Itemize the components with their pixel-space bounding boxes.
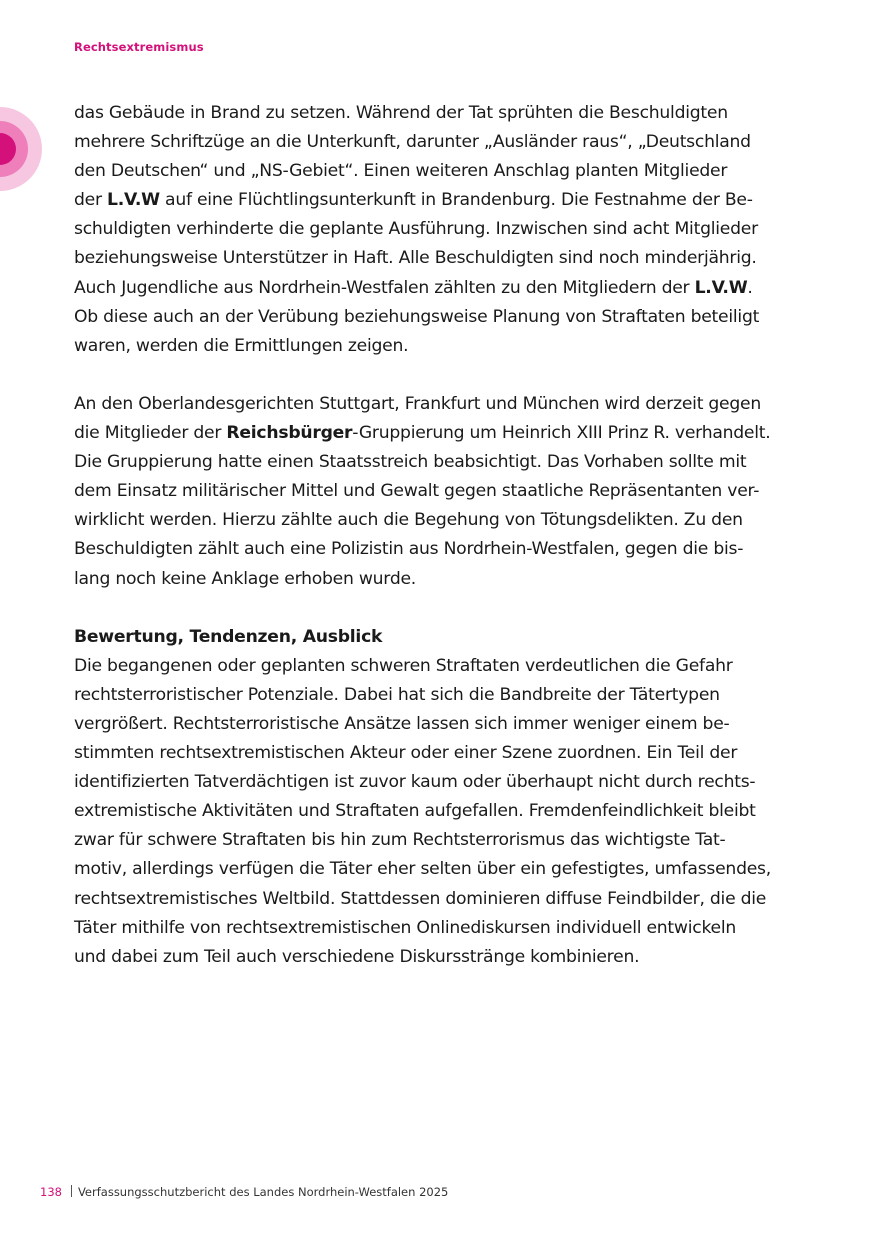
text-line xyxy=(74,419,771,448)
publication-title: Verfassungsschutzbericht des Landes Nordrhein-Westfalen 2025 xyxy=(77,1185,449,1199)
text-line: Ob diese auch an der Verübung beziehungsweise Planung von Straftaten beteiligt xyxy=(74,306,760,327)
text-line: vergrößert. Rechtsterroristische Ansätze lassen sich immer weniger einem be- xyxy=(74,713,730,734)
text-run: . xyxy=(747,277,753,298)
section-heading: Bewertung, Tendenzen, Ausblick xyxy=(74,626,383,647)
text-run: auf eine Flüchtlingsunterkunft in Brandenburg. Die Festnahme der Be- xyxy=(159,190,753,211)
text-run: Auch Jugendliche aus Nordrhein-Westfalen zählten zu den Mitgliedern der xyxy=(74,277,695,298)
text-line: schuldigten verhinderte die geplante Ausführung. Inzwischen sind acht Mitglieder xyxy=(74,219,758,240)
text-line: motiv, allerdings verfügen die Täter eher selten über ein gefestigtes, umfassendes, xyxy=(74,859,771,880)
text-line xyxy=(74,274,771,303)
paragraph-1 xyxy=(74,99,771,361)
page-number: 138 xyxy=(40,1185,62,1199)
organization-name-bold: L.V.W xyxy=(694,277,748,298)
text-line: identifizierten Tatverdächtigen ist zuvor kaum oder überhaupt nicht durch rechts- xyxy=(74,772,756,793)
text-line: rechtsterroristischer Potenziale. Dabei hat sich die Bandbreite der Tätertypen xyxy=(74,684,720,705)
text-line: Die Gruppierung hatte einen Staatsstreich beabsichtigt. Das Vorhaben sollte mit xyxy=(74,452,747,473)
text-line: den Deutschen“ und „NS-Gebiet“. Einen weiteren Anschlag planten Mitglieder xyxy=(74,161,728,182)
running-header-title: Rechtsextremismus xyxy=(74,40,204,54)
text-line: und dabei zum Teil auch verschiedene Diskursstränge kombinieren. xyxy=(74,946,640,967)
paragraph-gap xyxy=(74,594,771,623)
text-line: Die begangenen oder geplanten schweren Straftaten verdeutlichen die Gefahr xyxy=(74,655,733,676)
text-line: zwar für schwere Straftaten bis hin zum Rechtsterrorismus das wichtigste Tat- xyxy=(74,830,726,851)
paragraph-gap xyxy=(74,361,771,390)
body-text xyxy=(74,99,771,972)
organization-name-bold: Reichsbürger xyxy=(226,423,353,444)
text-run: -Gruppierung um Heinrich XIII Prinz R. verhandelt. xyxy=(352,423,771,444)
text-line: rechtsextremistisches Weltbild. Stattdessen dominieren diffuse Feindbilder, die die xyxy=(74,888,767,909)
text-line xyxy=(74,186,771,215)
text-line: mehrere Schriftzüge an die Unterkunft, darunter „Ausländer raus“, „Deutschland xyxy=(74,132,751,153)
text-line: das Gebäude in Brand zu setzen. Während der Tat sprühten die Beschuldigten xyxy=(74,103,728,123)
footer-divider xyxy=(71,1185,72,1197)
page-footer xyxy=(40,1185,448,1199)
decorative-circles xyxy=(0,107,42,191)
text-line: Täter mithilfe von rechtsextremistischen Onlinediskursen individuell entwickeln xyxy=(74,917,737,938)
text-line: waren, werden die Ermittlungen zeigen. xyxy=(74,335,409,356)
text-line: wirklicht werden. Hierzu zählte auch die Begehung von Tötungsdelikten. Zu den xyxy=(74,510,743,531)
text-line: dem Einsatz militärischer Mittel und Gewalt gegen staatliche Repräsentanten ver- xyxy=(74,481,760,502)
section-assessment xyxy=(74,623,771,972)
text-run: die Mitglieder der xyxy=(74,423,227,444)
text-line: extremistische Aktivitäten und Straftaten aufgefallen. Fremdenfeindlichkeit bleibt xyxy=(74,801,756,822)
paragraph-2 xyxy=(74,390,771,594)
text-line: stimmten rechtsextremistischen Akteur oder einer Szene zuordnen. Ein Teil der xyxy=(74,743,738,764)
text-line: Beschuldigten zählt auch eine Polizistin aus Nordrhein-Westfalen, gegen die bis- xyxy=(74,539,744,560)
text-line: beziehungsweise Unterstützer in Haft. Alle Beschuldigten sind noch minderjährig. xyxy=(74,248,757,269)
text-run: der xyxy=(74,190,108,211)
text-line: lang noch keine Anklage erhoben wurde. xyxy=(74,568,417,589)
text-line: An den Oberlandesgerichten Stuttgart, Frankfurt und München wird derzeit gegen xyxy=(74,393,762,414)
organization-name-bold: L.V.W xyxy=(107,190,160,211)
